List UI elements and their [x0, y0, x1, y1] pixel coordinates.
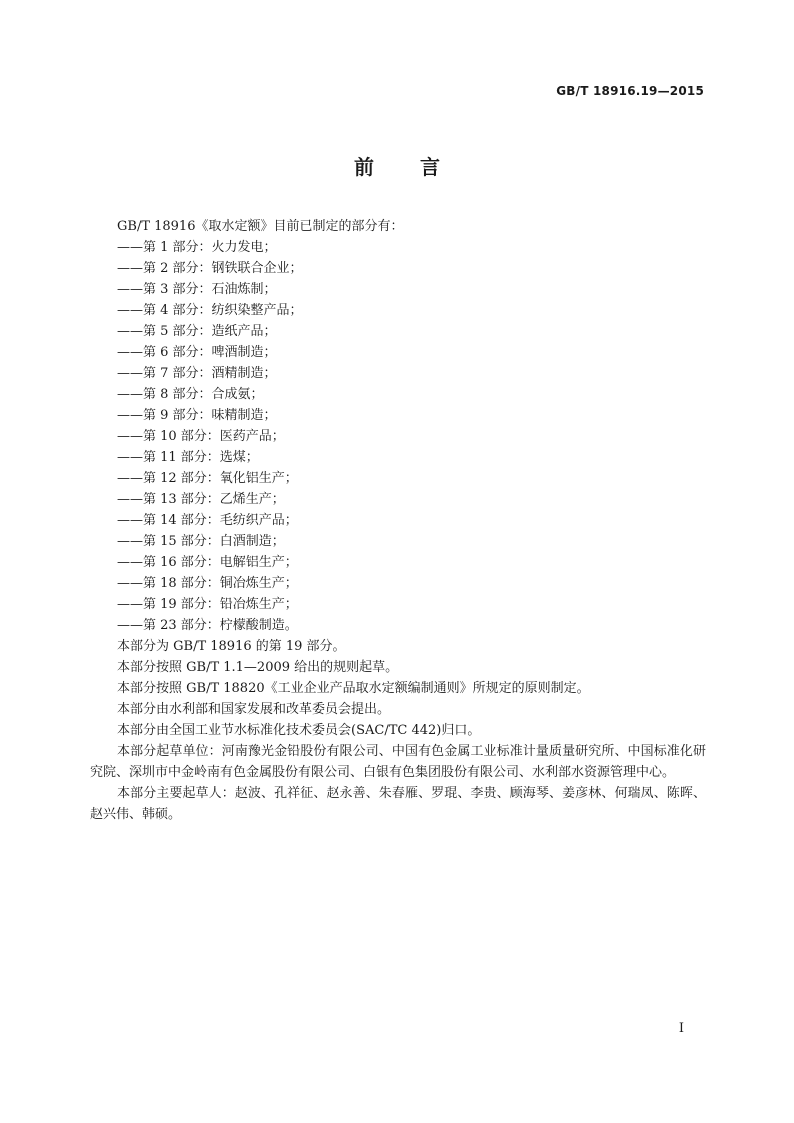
list-item: ——第 5 部分：造纸产品；: [117, 324, 277, 339]
list-item: ——第 7 部分：酒精制造；: [117, 366, 277, 381]
statement-line: 本部分按照 GB/T 18820《工业企业产品取水定额编制通则》所规定的原则制定。: [117, 681, 590, 696]
list-item: ——第 8 部分：合成氨；: [117, 387, 264, 402]
statement-line: 本部分为 GB/T 18916 的第 19 部分。: [117, 639, 346, 654]
statement-line: 本部分由水利部和国家发展和改革委员会提出。: [117, 702, 391, 717]
list-item: ——第 18 部分：铜冶炼生产；: [117, 576, 298, 591]
list-item: ——第 11 部分：选煤；: [117, 450, 259, 465]
page-title: 前言: [354, 155, 486, 179]
page-number: I: [678, 1021, 684, 1036]
list-item: ——第 14 部分：毛纺织产品；: [117, 513, 298, 528]
list-item: ——第 9 部分：味精制造；: [117, 408, 277, 423]
list-item: ——第 15 部分：白酒制造；: [117, 534, 285, 549]
list-item: ——第 4 部分：纺织染整产品；: [117, 303, 303, 318]
statement-line: 本部分按照 GB/T 1.1—2009 给出的规则起草。: [117, 660, 399, 675]
list-item: ——第 13 部分：乙烯生产；: [117, 492, 285, 507]
document-body: [90, 216, 706, 825]
list-item: ——第 2 部分：钢铁联合企业；: [117, 261, 303, 276]
standard-number: GB/T 18916.19—2015: [556, 84, 704, 98]
list-item: ——第 3 部分：石油炼制；: [117, 282, 277, 297]
list-item: ——第 10 部分：医药产品；: [117, 429, 285, 444]
statement-line: 本部分由全国工业节水标准化技术委员会(SAC/TC 442)归口。: [117, 723, 481, 738]
list-item: ——第 16 部分：电解铝生产；: [117, 555, 298, 570]
intro-line: GB/T 18916《取水定额》目前已制定的部分有：: [117, 219, 404, 234]
drafting-units-paragraph: 本部分起草单位：河南豫光金铅股份有限公司、中国有色金属工业标准计量质量研究所、中国标准化研究院、深圳市中金岭南有色金属股份有限公司、白银有色集团股份有限公司、水利部水资源管理中心。: [90, 744, 706, 780]
list-item: ——第 19 部分：铅冶炼生产；: [117, 597, 298, 612]
list-item: ——第 23 部分：柠檬酸制造。: [117, 618, 298, 633]
list-item: ——第 6 部分：啤酒制造；: [117, 345, 277, 360]
list-item: ——第 12 部分：氧化铝生产；: [117, 471, 298, 486]
list-item: ——第 1 部分：火力发电；: [117, 240, 277, 255]
drafters-paragraph: 本部分主要起草人：赵波、孔祥征、赵永善、朱春雁、罗琨、李贵、顾海琴、姜彦林、何瑞凤、陈晖、赵兴伟、韩硕。: [90, 786, 706, 822]
